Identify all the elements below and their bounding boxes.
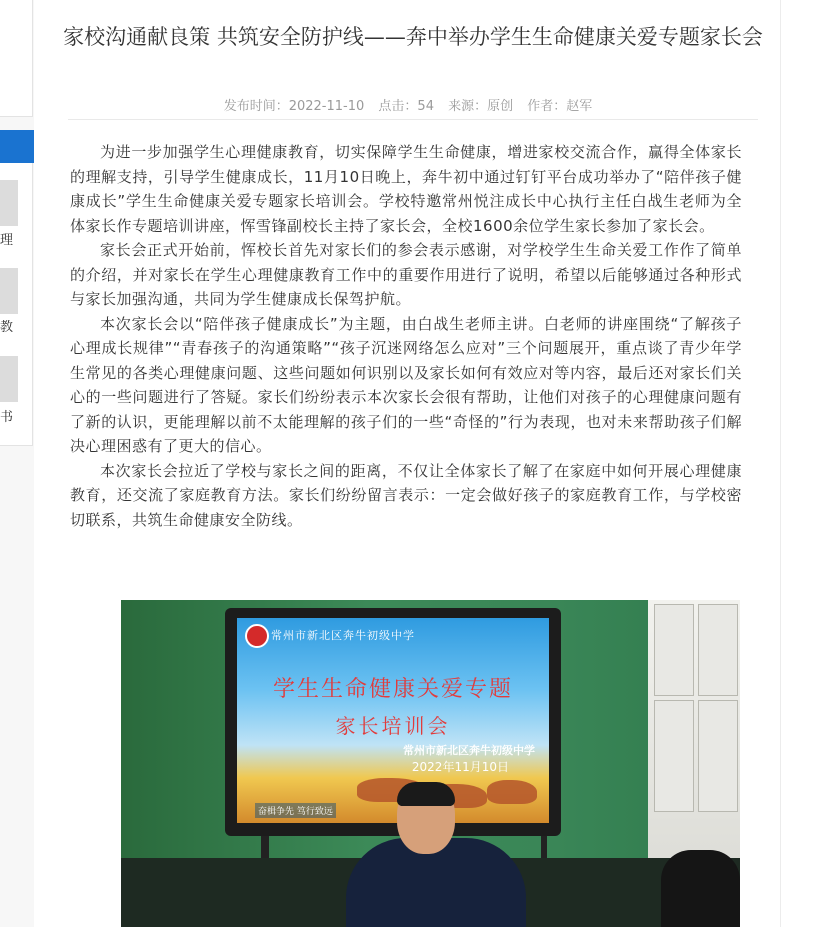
tv-screen	[237, 618, 549, 823]
divider	[68, 119, 758, 120]
right-margin	[781, 0, 826, 927]
article-container	[48, 0, 778, 927]
article-title: 家校沟通献良策 共筑安全防护线——奔中举办学生生命健康关爱专题家长会	[63, 25, 763, 50]
sidebar-item-label[interactable]: 教	[0, 320, 14, 335]
article-meta	[48, 95, 778, 114]
screen-footer: 奋楫争先 笃行致远	[255, 803, 336, 818]
window-pane	[698, 604, 738, 696]
sidebar-card	[0, 0, 33, 117]
chair	[661, 850, 740, 927]
sidebar-item-label[interactable]: 理	[0, 233, 14, 248]
screen-title-line2: 家长培训会	[335, 714, 451, 738]
screen-school-name: 常州市新北区奔牛初级中学	[271, 629, 415, 642]
school-logo	[245, 624, 269, 648]
sidebar-item-thumb[interactable]	[0, 356, 18, 402]
sidebar-item-label[interactable]: 书	[0, 410, 14, 425]
sidebar-item-thumb[interactable]	[0, 268, 18, 314]
article-photo	[121, 600, 740, 927]
window-pane	[654, 700, 694, 812]
article-paragraph: 本次家长会拉近了学校与家长之间的距离，不仅让全体家长了解了在家庭中如何开展心理健康教育，还交流了家庭教育方法。家长们纷纷留言表示：一定会做好孩子的家庭教育工作，与学校密切联系，共筑生命健康安全防线。	[70, 461, 742, 529]
screen-title-line1: 学生生命健康关爱专题	[272, 677, 513, 702]
left-sidebar	[0, 0, 34, 927]
article-author: 作者：赵军	[527, 99, 593, 114]
sidebar-item-thumb[interactable]	[0, 180, 18, 226]
horse-graphic	[487, 780, 537, 804]
click-count: 点击：54	[378, 99, 434, 114]
article-body	[70, 140, 742, 532]
presenter-hair	[397, 782, 455, 806]
article-paragraph: 家长会正式开始前，恽校长首先对家长们的参会表示感谢，对学校学生生命关爱工作作了简单的介绍，并对家长在学生心理健康教育工作中的重要作用进行了说明，希望以后能够通过各种形式与家长加强沟通，共同为学生健康成长保驾护航。	[70, 241, 742, 308]
window-pane	[654, 604, 694, 696]
publish-time: 发布时间：2022-11-10	[223, 99, 365, 114]
window-pane	[698, 700, 738, 812]
article-source: 来源：原创	[448, 99, 514, 114]
article-paragraph: 本次家长会以“陪伴孩子健康成长”为主题，由白战生老师主讲。白老师的讲座围绕“了解孩子心理成长规律”“青春孩子的沟通策略”“孩子沉迷网络怎么应对”三个问题展开，重点谈了青少年学生常见的各类心理健康问题、这些问题如何识别以及家长如何有效应对等内容，最后还对家长们关心的一些问题进行了答疑。家长们纷纷表示本次家长会很有帮助，让他们对孩子的心理健康问题有了新的认识，更能理解以前不太能理解的孩子们的一些“奇怪的”行为表现，也对未来帮助孩子们解决心理困惑有了更大的信心。	[70, 314, 742, 455]
screen-organizer: 常州市新北区奔牛初级中学	[403, 744, 535, 757]
screen-date: 2022年11月10日	[411, 760, 509, 774]
sidebar-header-bar	[0, 130, 34, 163]
article-paragraph: 为进一步加强学生心理健康教育，切实保障学生生命健康，增进家校交流合作，赢得全体家长的理解支持，引导学生健康成长，11月10日晚上，奔牛初中通过钉钉平台成功举办了“陪伴孩子健康成长”学生生命健康关爱专题家长培训会。学校特邀常州悦注成长中心执行主任白战生老师为全体家长作专题培训讲座，恽雪锋副校长主持了家长会，全校1600余位学生家长参加了家长会。	[70, 143, 742, 235]
